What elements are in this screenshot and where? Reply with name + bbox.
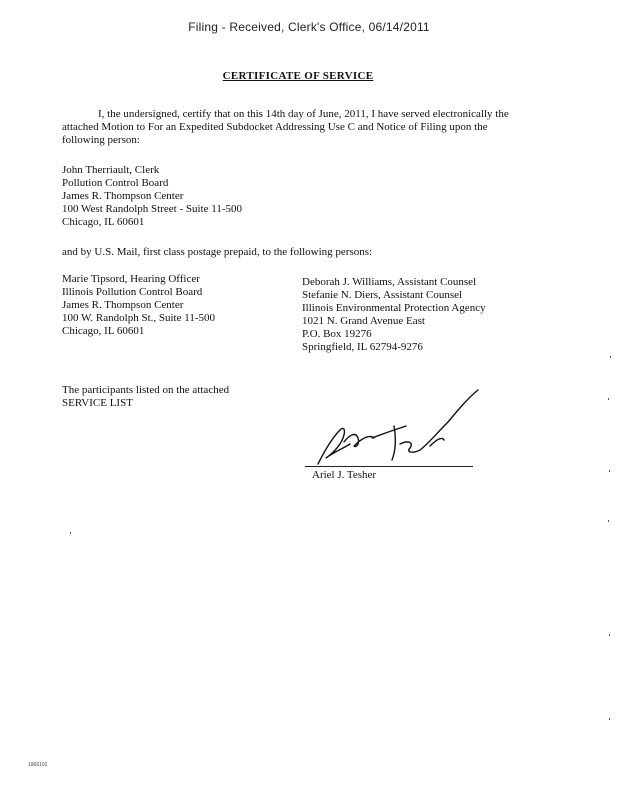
certification-paragraph <box>62 108 532 147</box>
address-line: 100 West Randolph Street - Suite 11-500 <box>62 203 242 215</box>
address-line: John Therriault, Clerk <box>62 164 160 176</box>
address-line: Marie Tipsord, Hearing Officer <box>62 273 200 285</box>
handwritten-signature <box>310 386 490 470</box>
address-line: Springfield, IL 62794-9276 <box>302 341 423 353</box>
scan-speck <box>609 718 610 720</box>
certification-text: I, the undersigned, certify that on this 14th day of June, 2011, I have served electronically the attached Motion to For an Expedited Subdocket Addressing Use C and Notice of Filing upon the following person: <box>62 108 509 146</box>
address-line: Pollution Control Board <box>62 177 169 189</box>
scan-speck <box>610 356 611 358</box>
clerk-address-block <box>62 164 242 229</box>
address-line: Illinois Pollution Control Board <box>62 286 203 298</box>
scan-speck <box>608 398 609 400</box>
participants-line: SERVICE LIST <box>62 397 133 409</box>
scan-speck <box>70 532 71 534</box>
iepa-address-block <box>302 276 486 354</box>
address-line: Chicago, IL 60601 <box>62 325 145 337</box>
certificate-title: CERTIFICATE OF SERVICE <box>222 70 374 82</box>
filing-stamp: Filing - Received, Clerk's Office, 06/14/2011 <box>188 20 430 34</box>
participants-line: The participants listed on the attached <box>62 384 230 396</box>
signature-line <box>305 466 473 467</box>
address-line: Illinois Environmental Protection Agency <box>302 302 486 314</box>
address-line: 100 W. Randolph St., Suite 11-500 <box>62 312 215 324</box>
address-line: Stefanie N. Diers, Assistant Counsel <box>302 289 463 301</box>
scan-speck <box>609 470 610 472</box>
address-line: Chicago, IL 60601 <box>62 216 145 228</box>
address-line: P.O. Box 19276 <box>302 328 372 340</box>
scan-speck <box>609 634 610 636</box>
address-line: 1021 N. Grand Avenue East <box>302 315 425 327</box>
scan-speck <box>608 520 609 522</box>
participants-note <box>62 384 229 410</box>
address-line: James R. Thompson Center <box>62 190 184 202</box>
signer-name: Ariel J. Tesher <box>312 469 377 481</box>
address-line: Deborah J. Williams, Assistant Counsel <box>302 276 477 288</box>
hearing-officer-address-block <box>62 273 215 338</box>
address-line: James R. Thompson Center <box>62 299 184 311</box>
mail-statement: and by U.S. Mail, first class postage prepaid, to the following persons: <box>62 246 373 258</box>
footer-document-code: 1966191 <box>28 762 48 768</box>
